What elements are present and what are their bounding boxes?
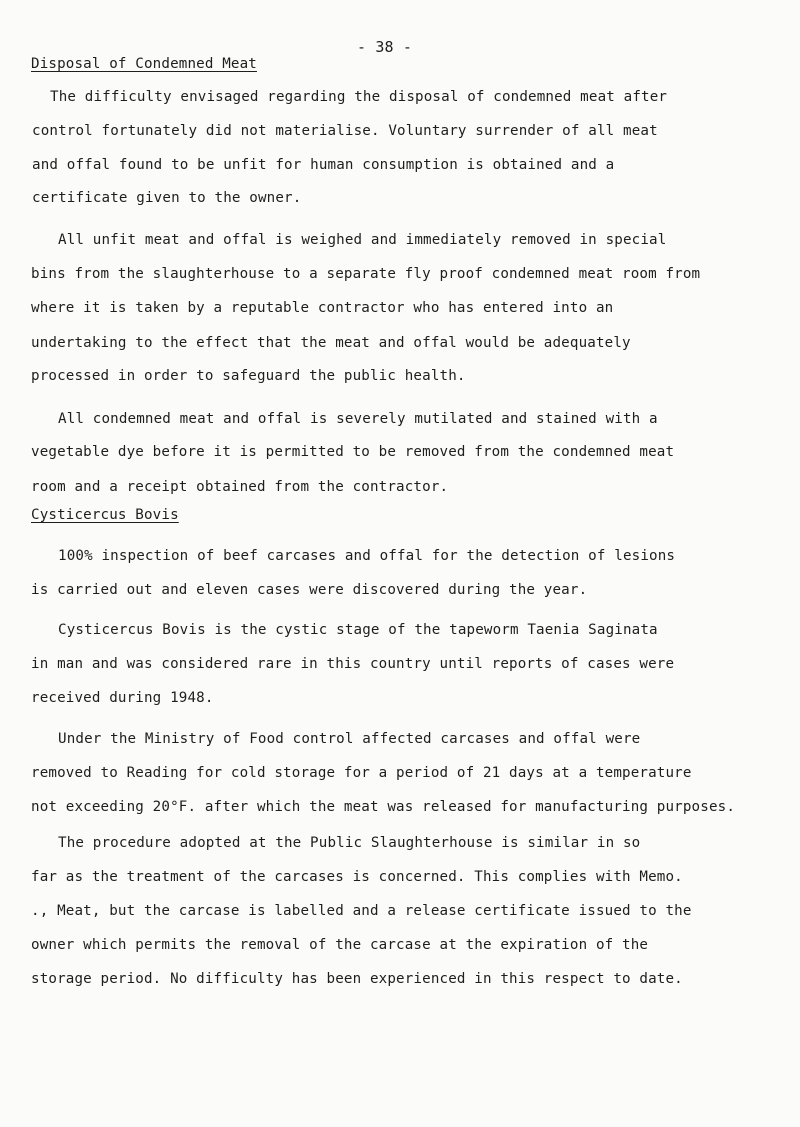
- text-line: owner which permits the removal of the carcase at the expiration of the: [31, 937, 649, 953]
- text-line: storage period. No difficulty has been experienced in this respect to date.: [31, 971, 683, 987]
- text-line: removed to Reading for cold storage for a period of 21 days at a temperature: [31, 765, 692, 781]
- text-line: room and a receipt obtained from the contractor.: [31, 479, 449, 495]
- text-line: ., Meat, but the carcase is labelled and a release certificate issued to the: [31, 903, 692, 919]
- text-line: vegetable dye before it is permitted to be removed from the condemned meat: [31, 444, 675, 460]
- text-line: control fortunately did not materialise. Voluntary surrender of all meat: [32, 123, 658, 139]
- text-line: far as the treatment of the carcases is concerned. This complies with Memo.: [31, 869, 683, 885]
- text-line: processed in order to safeguard the public health.: [31, 368, 466, 384]
- text-line: where it is taken by a reputable contractor who has entered into an: [31, 300, 614, 316]
- text-line: The procedure adopted at the Public Slaughterhouse is similar in so: [58, 835, 641, 851]
- text-line: undertaking to the effect that the meat and offal would be adequately: [31, 335, 631, 351]
- text-line: in man and was considered rare in this country until reports of cases were: [31, 656, 675, 672]
- text-line: certificate given to the owner.: [32, 190, 302, 206]
- text-line: is carried out and eleven cases were discovered during the year.: [31, 582, 588, 598]
- text-line: bins from the slaughterhouse to a separate fly proof condemned meat room from: [31, 266, 701, 282]
- text-line: not exceeding 20°F. after which the meat was released for manufacturing purposes.: [31, 799, 736, 815]
- page-number: - 38 -: [357, 38, 413, 56]
- text-line: Under the Ministry of Food control affected carcases and offal were: [58, 731, 641, 747]
- text-line: Cysticercus Bovis is the cystic stage of the tapeworm Taenia Saginata: [58, 622, 658, 638]
- section-heading-cysticercus: Cysticercus Bovis: [31, 507, 179, 523]
- text-line: and offal found to be unfit for human consumption is obtained and a: [32, 157, 615, 173]
- text-line: The difficulty envisaged regarding the disposal of condemned meat after: [50, 89, 668, 105]
- text-line: 100% inspection of beef carcases and offal for the detection of lesions: [58, 548, 676, 564]
- section-heading-disposal: Disposal of Condemned Meat: [31, 56, 257, 72]
- text-line: All unfit meat and offal is weighed and immediately removed in special: [58, 232, 667, 248]
- text-line: received during 1948.: [31, 690, 214, 706]
- text-line: All condemned meat and offal is severely mutilated and stained with a: [58, 411, 658, 427]
